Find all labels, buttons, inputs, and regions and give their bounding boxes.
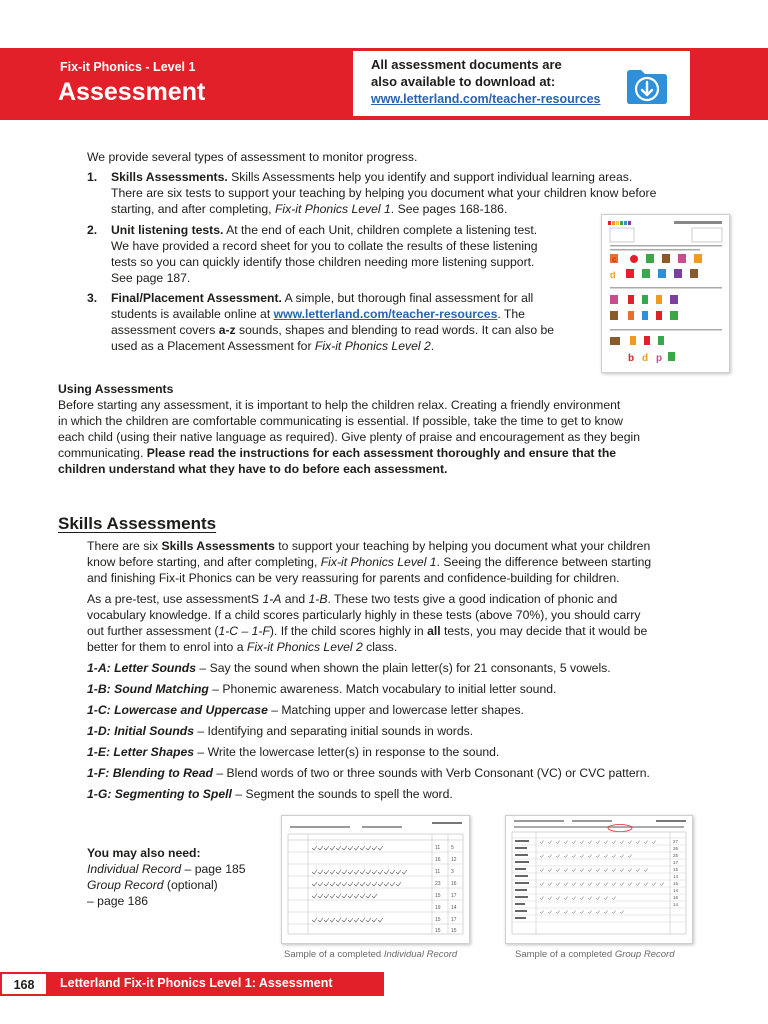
text-span: starting, and after completing, [111,202,275,216]
test-name: 1-B: Sound Matching [87,682,209,696]
svg-text:15: 15 [451,928,457,934]
text-span: class. [362,640,398,654]
list-item-3-text: A simple, but thorough final assessment for all [281,291,534,305]
text-span: . Seeing the difference between starting [436,555,652,569]
skills-p1-line3: and finishing Fix-it Phonics can be very reassuring for parents and confidence-building for children. [87,571,620,585]
list-item-2-line3: tests so you can quickly identify those children needing more listening support. [111,255,535,269]
text-span: . These two tests give a good indication of phonic and [327,592,618,606]
test-desc: – Say the sound when shown the plain letter(s) for 21 consonants, 5 vowels. [196,661,611,675]
book-title: Fix-it Phonics Level 2 [246,640,363,654]
footer-bar [0,972,384,996]
resources-link[interactable]: www.letterland.com/teacher-resources [273,307,498,321]
test-desc: – Phonemic awareness. Match vocabulary to initial letter sound. [208,682,557,696]
test-name: 1-D: Initial Sounds [87,724,194,738]
caption-doc-title: Individual Record [383,949,458,960]
skills-p1-line1 [87,538,650,554]
using-line1: Before starting any assessment, it is important to help the children relax. Creating a friendly environment [58,398,621,412]
svg-text:17: 17 [673,860,679,865]
svg-text:c: c [612,255,617,264]
test-item [87,786,453,802]
skills-assessments-heading: Skills Assessments [58,514,217,533]
list-number-1: 1. [87,170,98,184]
test-item [87,681,556,697]
test-item [87,660,611,676]
test-ref: 1-B [308,592,328,606]
list-item-2-line2: We have provided a record sheet for you to collate the results of these listening [111,239,538,253]
text-span: better for them to enrol into a [87,640,247,654]
svg-text:17: 17 [451,893,457,899]
page-number: 168 [13,978,35,992]
text-span: . [430,339,435,353]
test-item [87,765,650,781]
final-assessment-thumbnail [601,214,730,373]
svg-text:16: 16 [673,881,679,886]
test-desc: – Identifying and separating initial sounds in words. [193,724,474,738]
skills-p2-line3 [87,623,647,639]
test-desc: – Write the lowercase letter(s) in response to the sound. [194,745,500,759]
bold-span: all [427,624,441,638]
svg-text:3: 3 [451,869,454,875]
svg-text:14: 14 [673,888,679,893]
bold-span: Skills Assessments [161,539,275,553]
text-span: . The [497,307,525,321]
bold-span: a-z [218,323,236,337]
svg-text:15: 15 [435,928,441,934]
using-assessments-heading: Using Assessments [58,382,174,396]
using-line5: children understand what they have to do before each assessment. [58,462,448,476]
svg-text:23: 23 [435,881,441,887]
may-need-line2 [87,877,218,893]
list-item-1-line1 [111,169,632,185]
bold-span: Please read the instructions for each assessment thoroughly and ensure that the [146,446,617,460]
text-span: to support your teaching by helping you document what your children [274,539,651,553]
svg-text:11: 11 [435,869,441,875]
svg-text:16: 16 [673,895,679,900]
list-item-1-line2: There are six tests to support your teaching by helping you document what your children know before [111,186,657,200]
individual-record-caption [284,949,457,960]
group-record-thumbnail [505,815,693,944]
svg-text:15: 15 [435,893,441,899]
intro-text: We provide several types of assessment to monitor progress. [87,150,418,164]
test-ref: 1-C – 1-F [218,624,270,638]
download-box [353,51,690,116]
caption-text: Sample of a completed [284,949,384,960]
svg-text:16: 16 [435,857,441,863]
book-title: Fix-it Phonics Level 1 [274,202,391,216]
text-span: and [281,592,309,606]
test-item [87,702,524,718]
list-item-2-text: At the end of each Unit, children complete a listening test. [223,223,538,237]
test-name: 1-G: Segmenting to Spell [87,787,232,801]
svg-text:25: 25 [673,853,679,858]
test-desc: – Blend words of two or three sounds with Verb Consonant (VC) or CVC pattern. [212,766,650,780]
caption-doc-title: Group Record [614,949,675,960]
text-span: – page 185 [181,862,246,876]
test-name: 1-C: Lowercase and Uppercase [87,703,268,717]
book-title: Fix-it Phonics Level 1 [320,555,437,569]
list-item-3-line2 [111,306,525,322]
book-title: Fix-it Phonics Level 2 [314,339,431,353]
text-span: out further assessment ( [87,624,219,638]
svg-text:5: 5 [451,845,454,851]
list-item-3-line3 [111,322,554,338]
svg-text:d: d [642,353,649,364]
text-span: used as a Placement Assessment for [111,339,315,353]
skills-p2-line1 [87,591,617,607]
svg-text:14: 14 [673,902,679,907]
individual-record-preview-image [282,816,469,943]
download-text-line2: also available to download at: [371,74,556,89]
svg-text:15: 15 [435,917,441,923]
doc-title: Group Record [87,878,164,892]
footer-title: Letterland Fix-it Phonics Level 1: Assessment [60,976,333,990]
may-need-line3: – page 186 [87,894,148,908]
list-item-1-title: Skills Assessments. [111,170,228,184]
download-link[interactable]: www.letterland.com/teacher-resources [371,92,601,106]
list-item-2-title: Unit listening tests. [111,223,224,237]
text-span: sounds, shapes and blending to read words. It can also be [235,323,555,337]
text-span: assessment covers [111,323,219,337]
test-name: 1-F: Blending to Read [87,766,213,780]
may-need-heading: You may also need: [87,846,201,860]
svg-text:26: 26 [673,846,679,851]
doc-title: Individual Record [87,862,182,876]
test-name: 1-A: Letter Sounds [87,661,197,675]
page-number-box [0,972,48,996]
svg-text:14: 14 [673,874,679,879]
list-number-3: 3. [87,291,98,305]
svg-text:11: 11 [435,845,441,851]
text-span: ). If the child scores highly in [269,624,428,638]
download-text-line1: All assessment documents are [371,57,562,72]
using-line4 [58,445,616,461]
test-desc: – Matching upper and lowercase letter shapes. [267,703,524,717]
list-item-3-title: Final/Placement Assessment. [111,291,282,305]
text-span: There are six [87,539,162,553]
download-folder-icon[interactable] [625,67,669,105]
svg-text:16: 16 [451,881,457,887]
list-item-1-line3 [111,201,507,217]
text-span: know before starting, and after completing, [87,555,321,569]
list-item-1-text: Skills Assessments help you identify and support individual learning areas. [227,170,633,184]
svg-text:17: 17 [451,917,457,923]
list-item-3-line1 [111,290,533,306]
list-item-3-line4 [111,338,434,354]
test-ref: 1-A [262,592,282,606]
svg-text:15: 15 [673,867,679,872]
svg-text:27: 27 [673,839,679,844]
text-span: tests, you may decide that it would be [440,624,648,638]
svg-text:d: d [610,270,616,280]
svg-text:p: p [656,353,663,364]
skills-p1-line2 [87,554,651,570]
text-span: communicating. [58,446,147,460]
page-title: Assessment [58,78,206,106]
group-record-preview-image [506,816,692,943]
text-span: As a pre-test, use assessmentS [87,592,263,606]
caption-text: Sample of a completed [515,949,615,960]
test-item [87,723,473,739]
svg-text:14: 14 [451,905,457,911]
text-span: (optional) [163,878,218,892]
list-item-2-line4: See page 187. [111,271,191,285]
group-record-caption [515,949,674,960]
svg-text:b: b [628,353,635,364]
using-line2: in which the children are comfortable communicating is essential. If possible, take the time to get to know [58,414,623,428]
skills-p2-line4 [87,639,397,655]
svg-text:19: 19 [435,905,441,911]
individual-record-thumbnail [281,815,470,944]
test-desc: – Segment the sounds to spell the word. [231,787,453,801]
text-span: . See pages 168-186. [390,202,508,216]
list-item-2-line1 [111,222,537,238]
may-need-line1 [87,861,246,877]
final-assessment-preview-image [602,215,729,372]
svg-text:12: 12 [451,857,457,863]
list-number-2: 2. [87,223,98,237]
skills-p2-line2: vocabulary knowledge. If a child scores particularly highly in these tests (above 70%), you should carry [87,608,641,622]
series-label: Fix-it Phonics - Level 1 [60,60,196,74]
test-item [87,744,499,760]
using-line3: each child (using their native language as required). Give plenty of praise and encouragement as they begin [58,430,640,444]
text-span: students is available online at [111,307,274,321]
test-name: 1-E: Letter Shapes [87,745,195,759]
